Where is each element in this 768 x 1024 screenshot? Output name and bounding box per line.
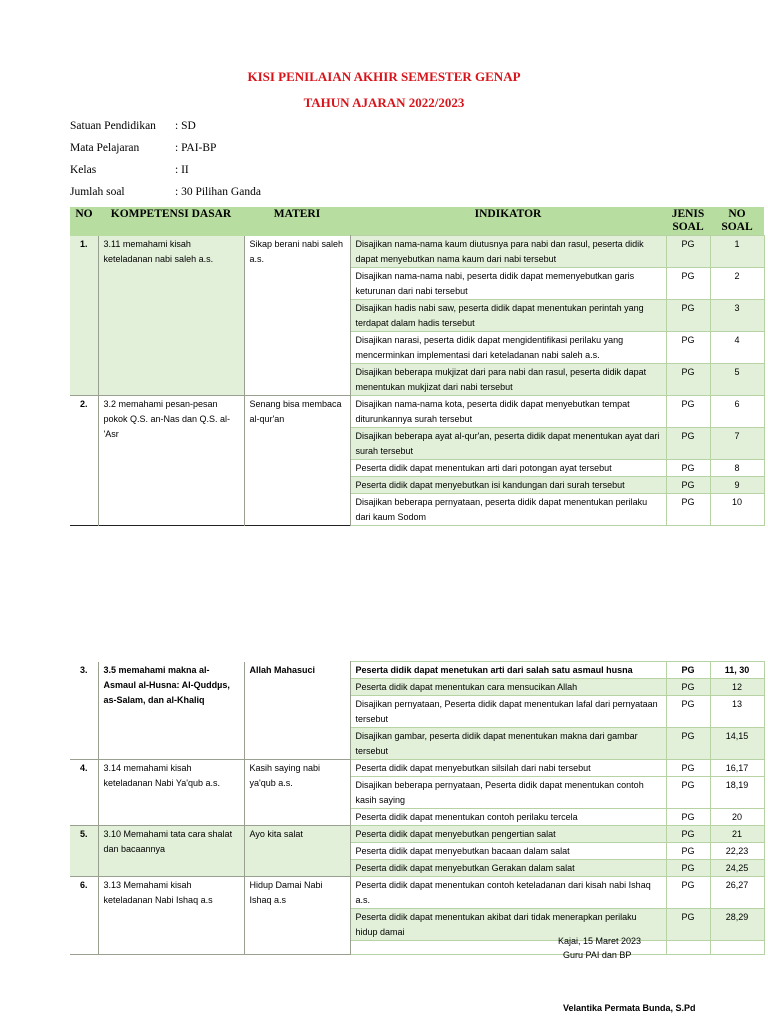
no-soal: 22,23	[710, 843, 764, 860]
kompetensi-dasar: 3.5 memahami makna al-Asmaul al-Husna: Al-Quddµs, as-Salam, dan al-Khaliq	[98, 662, 244, 760]
jenis-soal: PG	[666, 428, 710, 460]
signature-role: Guru PAI dan BP	[563, 950, 632, 960]
no-soal: 18,19	[710, 777, 764, 809]
jenis-soal: PG	[666, 364, 710, 396]
indikator: Peserta didik dapat menyebutkan silsilah dari nabi tersebut	[350, 760, 666, 777]
meta-jumlah-soal	[70, 186, 261, 198]
no-soal: 9	[710, 477, 764, 494]
jenis-soal: PG	[666, 860, 710, 877]
header-jenis-soal: JENIS SOAL	[666, 207, 710, 236]
no-soal: 20	[710, 809, 764, 826]
table-row	[70, 826, 764, 843]
meta-value: : PAI-BP	[175, 142, 217, 154]
table-row	[70, 396, 764, 428]
indikator: Disajikan nama-nama kota, peserta didik dapat menyebutkan tempat diturunkannya surah tersebut	[350, 396, 666, 428]
jenis-soal: PG	[666, 662, 710, 679]
jenis-soal: PG	[666, 236, 710, 268]
meta-kelas	[70, 164, 189, 176]
kisi-table-part-1	[70, 207, 765, 526]
table-row	[70, 236, 764, 268]
no-soal: 24,25	[710, 860, 764, 877]
jenis-soal: PG	[666, 332, 710, 364]
indikator: Disajikan beberapa pernyataan, peserta didik dapat menentukan perilaku dari kaum Sodom	[350, 494, 666, 526]
no-soal: 16,17	[710, 760, 764, 777]
no-soal: 26,27	[710, 877, 764, 909]
header-no: NO	[70, 207, 98, 236]
meta-label: Jumlah soal	[70, 186, 125, 198]
indikator: Disajikan hadis nabi saw, peserta didik dapat menentukan perintah yang terdapat dalam hadis tersebut	[350, 300, 666, 332]
meta-satuan-pendidikan	[70, 120, 196, 132]
no-soal: 2	[710, 268, 764, 300]
indikator: Disajikan beberapa mukjizat dari para nabi dan rasul, peserta didik dapat menentukan mukjizat dari nabi tersebut	[350, 364, 666, 396]
no-soal: 1	[710, 236, 764, 268]
group-number: 1.	[70, 236, 98, 396]
indikator: Peserta didik dapat menyebutkan bacaan dalam salat	[350, 843, 666, 860]
indikator: Peserta didik dapat menentukan arti dari potongan ayat tersebut	[350, 460, 666, 477]
header-kompetensi: KOMPETENSI DASAR	[98, 207, 244, 236]
kompetensi-dasar: 3.2 memahami pesan-pesan pokok Q.S. an-Nas dan Q.S. al-'Asr	[98, 396, 244, 526]
jenis-soal: PG	[666, 268, 710, 300]
materi: Hidup Damai Nabi Ishaq a.s	[244, 877, 350, 955]
jenis-soal: PG	[666, 477, 710, 494]
meta-value: : II	[175, 164, 189, 176]
no-soal: 6	[710, 396, 764, 428]
indikator: Peserta didik dapat menyebutkan Gerakan dalam salat	[350, 860, 666, 877]
indikator: Peserta didik dapat menentukan akibat dari tidak menerapkan perilaku hidup damai	[350, 909, 666, 941]
indikator: Disajikan narasi, peserta didik dapat mengidentifikasi perilaku yang mencerminkan implementasi dari keteladanan nabi saleh a.s.	[350, 332, 666, 364]
materi: Sikap berani nabi saleh a.s.	[244, 236, 350, 396]
jenis-soal: PG	[666, 679, 710, 696]
document-subtitle: TAHUN AJARAN 2022/2023	[303, 95, 465, 110]
indikator: Disajikan gambar, peserta didik dapat menentukan makna dari gambar tersebut	[350, 728, 666, 760]
indikator: Disajikan beberapa pernyataan, Peserta didik dapat menentukan contoh kasih saying	[350, 777, 666, 809]
jenis-soal: PG	[666, 300, 710, 332]
materi: Ayo kita salat	[244, 826, 350, 877]
kompetensi-dasar: 3.13 Memahami kisah keteladanan Nabi Ishaq a.s	[98, 877, 244, 955]
indikator: Peserta didik dapat menyebutkan pengertian salat	[350, 826, 666, 843]
empty-cell	[666, 941, 710, 955]
indikator: Peserta didik dapat menentukan contoh perilaku tercela	[350, 809, 666, 826]
no-soal: 13	[710, 696, 764, 728]
group-number: 4.	[70, 760, 98, 826]
group-number: 6.	[70, 877, 98, 955]
table-row	[70, 877, 764, 909]
no-soal: 21	[710, 826, 764, 843]
meta-label: Mata Pelajaran	[70, 142, 140, 154]
header-indikator: INDIKATOR	[350, 207, 666, 236]
empty-cell	[710, 941, 764, 955]
meta-label: Satuan Pendidikan	[70, 120, 156, 132]
jenis-soal: PG	[666, 728, 710, 760]
indikator: Peserta didik dapat menentukan contoh keteladanan dari kisah nabi Ishaq a.s.	[350, 877, 666, 909]
no-soal: 14,15	[710, 728, 764, 760]
materi: Kasih saying nabi ya'qub a.s.	[244, 760, 350, 826]
jenis-soal: PG	[666, 777, 710, 809]
signature-place-date: Kajai, 15 Maret 2023	[558, 936, 642, 946]
signature-name: Velantika Permata Bunda, S.Pd	[563, 1003, 696, 1013]
no-soal: 7	[710, 428, 764, 460]
jenis-soal: PG	[666, 396, 710, 428]
no-soal: 11, 30	[710, 662, 764, 679]
jenis-soal: PG	[666, 809, 710, 826]
kompetensi-dasar: 3.14 memahami kisah keteladanan Nabi Ya'qub a.s.	[98, 760, 244, 826]
no-soal: 5	[710, 364, 764, 396]
document-title: KISI PENILAIAN AKHIR SEMESTER GENAP	[247, 69, 521, 84]
indikator: Peserta didik dapat menyebutkan isi kandungan dari surah tersebut	[350, 477, 666, 494]
indikator: Peserta didik dapat menetukan arti dari salah satu asmaul husna	[350, 662, 666, 679]
no-soal: 8	[710, 460, 764, 477]
materi: Senang bisa membaca al-qur'an	[244, 396, 350, 526]
meta-label: Kelas	[70, 164, 97, 176]
jenis-soal: PG	[666, 760, 710, 777]
no-soal: 10	[710, 494, 764, 526]
materi: Allah Mahasuci	[244, 662, 350, 760]
jenis-soal: PG	[666, 696, 710, 728]
indikator: Disajikan pernyataan, Peserta didik dapat menentukan lafal dari pernyataan tersebut	[350, 696, 666, 728]
table-row	[70, 662, 764, 679]
jenis-soal: PG	[666, 826, 710, 843]
meta-value: : 30 Pilihan Ganda	[175, 186, 261, 198]
meta-value: : SD	[175, 120, 196, 132]
no-soal: 12	[710, 679, 764, 696]
meta-mata-pelajaran	[70, 142, 216, 154]
kompetensi-dasar: 3.10 Memahami tata cara shalat dan bacaannya	[98, 826, 244, 877]
group-number: 2.	[70, 396, 98, 526]
jenis-soal: PG	[666, 494, 710, 526]
jenis-soal: PG	[666, 843, 710, 860]
no-soal: 3	[710, 300, 764, 332]
jenis-soal: PG	[666, 909, 710, 941]
jenis-soal: PG	[666, 877, 710, 909]
indikator: Disajikan nama-nama nabi, peserta didik dapat memenyebutkan garis keturunan dari nabi tersebut	[350, 268, 666, 300]
table-header-row	[70, 207, 764, 236]
no-soal: 4	[710, 332, 764, 364]
indikator: Peserta didik dapat menentukan cara mensucikan Allah	[350, 679, 666, 696]
kompetensi-dasar: 3.11 memahami kisah keteladanan nabi saleh a.s.	[98, 236, 244, 396]
table-row	[70, 760, 764, 777]
header-no-soal: NO SOAL	[710, 207, 764, 236]
indikator: Disajikan nama-nama kaum diutusnya para nabi dan rasul, peserta didik dapat menyebutkan nama kaum dari nabi tersebut	[350, 236, 666, 268]
indikator: Disajikan beberapa ayat al-qur'an, peserta didik dapat menentukan ayat dari surah tersebut	[350, 428, 666, 460]
group-number: 3.	[70, 662, 98, 760]
jenis-soal: PG	[666, 460, 710, 477]
group-number: 5.	[70, 826, 98, 877]
header-materi: MATERI	[244, 207, 350, 236]
kisi-table-part-2	[70, 661, 765, 955]
no-soal: 28,29	[710, 909, 764, 941]
